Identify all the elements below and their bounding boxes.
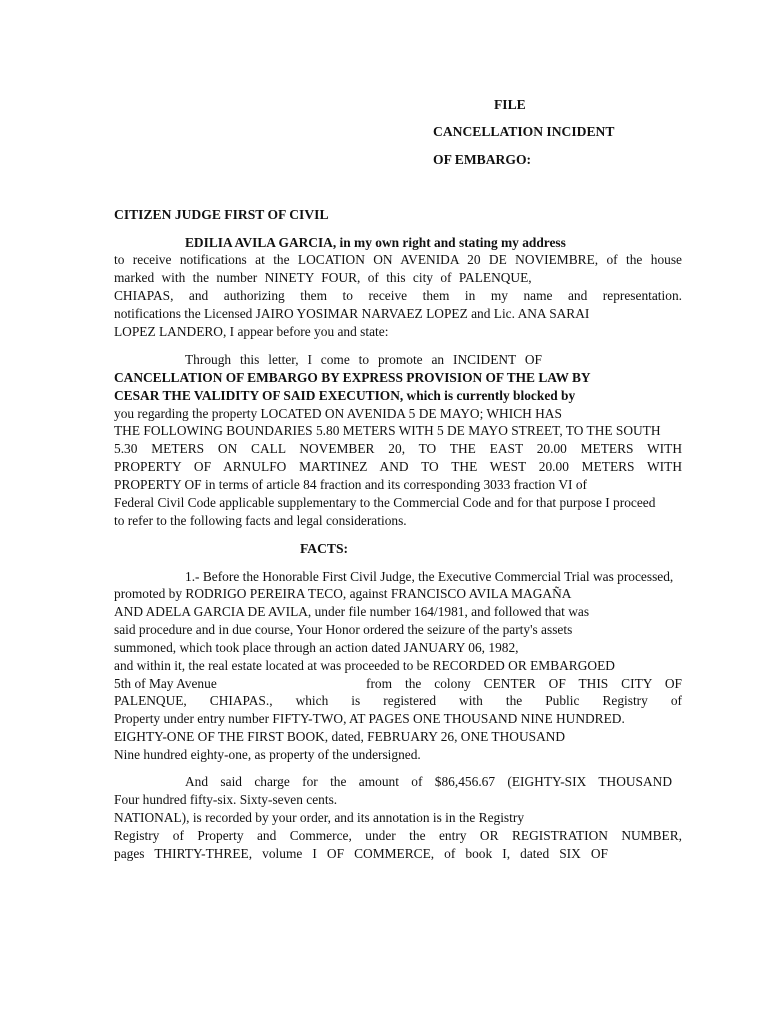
intro-line-3: marked with the number NINETY FOUR, of this city of PALENQUE, bbox=[114, 270, 532, 285]
body-line-3: CESAR THE VALIDITY OF SAID EXECUTION, which is currently blocked by bbox=[114, 388, 576, 403]
fact1-line-7b: from the colony CENTER OF THIS CITY OF bbox=[366, 676, 682, 691]
fact1-line-4: said procedure and in due course, Your Honor ordered the seizure of the party's assets bbox=[114, 622, 573, 637]
intro-line-2: to receive notifications at the LOCATION ON AVENIDA 20 DE NOVIEMBRE, of the house bbox=[114, 252, 682, 267]
fact1-line-10: EIGHTY-ONE OF THE FIRST BOOK, dated, FEBRUARY 26, ONE THOUSAND bbox=[114, 729, 566, 744]
document-title-line2: OF EMBARGO: bbox=[433, 152, 532, 167]
charge-line-5: pages THIRTY-THREE, volume I OF COMMERCE, of book I, dated SIX OF bbox=[114, 846, 608, 861]
fact1-line-11: Nine hundred eighty-one, as property of the undersigned. bbox=[114, 747, 421, 762]
body-line-6: 5.30 METERS ON CALL NOVEMBER 20, TO THE EAST 20.00 METERS WITH bbox=[114, 441, 682, 456]
body-line-8: PROPERTY OF in terms of article 84 fraction and its corresponding 3033 fraction VI of bbox=[114, 477, 587, 492]
fact1-line-2: promoted by RODRIGO PEREIRA TECO, against FRANCISCO AVILA MAGAÑA bbox=[114, 586, 572, 601]
fact1-line-8: PALENQUE, CHIAPAS., which is registered with the Public Registry of bbox=[114, 693, 682, 708]
fact1-line-1: 1.- Before the Honorable First Civil Judge, the Executive Commercial Trial was processed, bbox=[185, 569, 674, 584]
body-line-1: Through this letter, I come to promote an INCIDENT OF bbox=[185, 352, 542, 367]
fact1-line-5: summoned, which took place through an action dated JANUARY 06, 1982, bbox=[114, 640, 519, 655]
intro-line-1: EDILIA AVILA GARCIA, in my own right and stating my address bbox=[185, 235, 566, 250]
body-line-4: you regarding the property LOCATED ON AVENIDA 5 DE MAYO; WHICH HAS bbox=[114, 406, 562, 421]
body-line-10: to refer to the following facts and legal considerations. bbox=[114, 513, 407, 528]
intro-line-6: LOPEZ LANDERO, I appear before you and state: bbox=[114, 324, 389, 339]
fact1-line-3: AND ADELA GARCIA DE AVILA, under file number 164/1981, and followed that was bbox=[114, 604, 590, 619]
charge-line-4: Registry of Property and Commerce, under the entry OR REGISTRATION NUMBER, bbox=[114, 828, 682, 843]
charge-line-3: NATIONAL), is recorded by your order, and its annotation is in the Registry bbox=[114, 810, 525, 825]
intro-line-4: CHIAPAS, and authorizing them to receive them in my name and representation. bbox=[114, 288, 682, 303]
body-line-9: Federal Civil Code applicable supplementary to the Commercial Code and for that purpose I proceed bbox=[114, 495, 656, 510]
charge-line-1: And said charge for the amount of $86,456.67 (EIGHTY-SIX THOUSAND bbox=[185, 774, 672, 789]
body-line-5: THE FOLLOWING BOUNDARIES 5.80 METERS WITH 5 DE MAYO STREET, TO THE SOUTH bbox=[114, 423, 661, 438]
facts-heading: FACTS: bbox=[300, 541, 349, 556]
addressee: CITIZEN JUDGE FIRST OF CIVIL bbox=[114, 207, 329, 222]
body-line-7: PROPERTY OF ARNULFO MARTINEZ AND TO THE WEST 20.00 METERS WITH bbox=[114, 459, 682, 474]
document-title-line1: CANCELLATION INCIDENT bbox=[433, 124, 615, 139]
body-line-2: CANCELLATION OF EMBARGO BY EXPRESS PROVISION OF THE LAW BY bbox=[114, 370, 591, 385]
intro-line-5: notifications the Licensed JAIRO YOSIMAR NARVAEZ LOPEZ and Lic. ANA SARAI bbox=[114, 306, 590, 321]
charge-line-2: Four hundred fifty-six. Sixty-seven cents. bbox=[114, 792, 338, 807]
fact1-line-6: and within it, the real estate located at was proceeded to be RECORDED OR EMBARGOED bbox=[114, 658, 615, 673]
fact1-line-7a: 5th of May Avenue bbox=[114, 676, 217, 691]
file-label: FILE bbox=[494, 97, 526, 112]
fact1-line-9: Property under entry number FIFTY-TWO, AT PAGES ONE THOUSAND NINE HUNDRED. bbox=[114, 711, 625, 726]
